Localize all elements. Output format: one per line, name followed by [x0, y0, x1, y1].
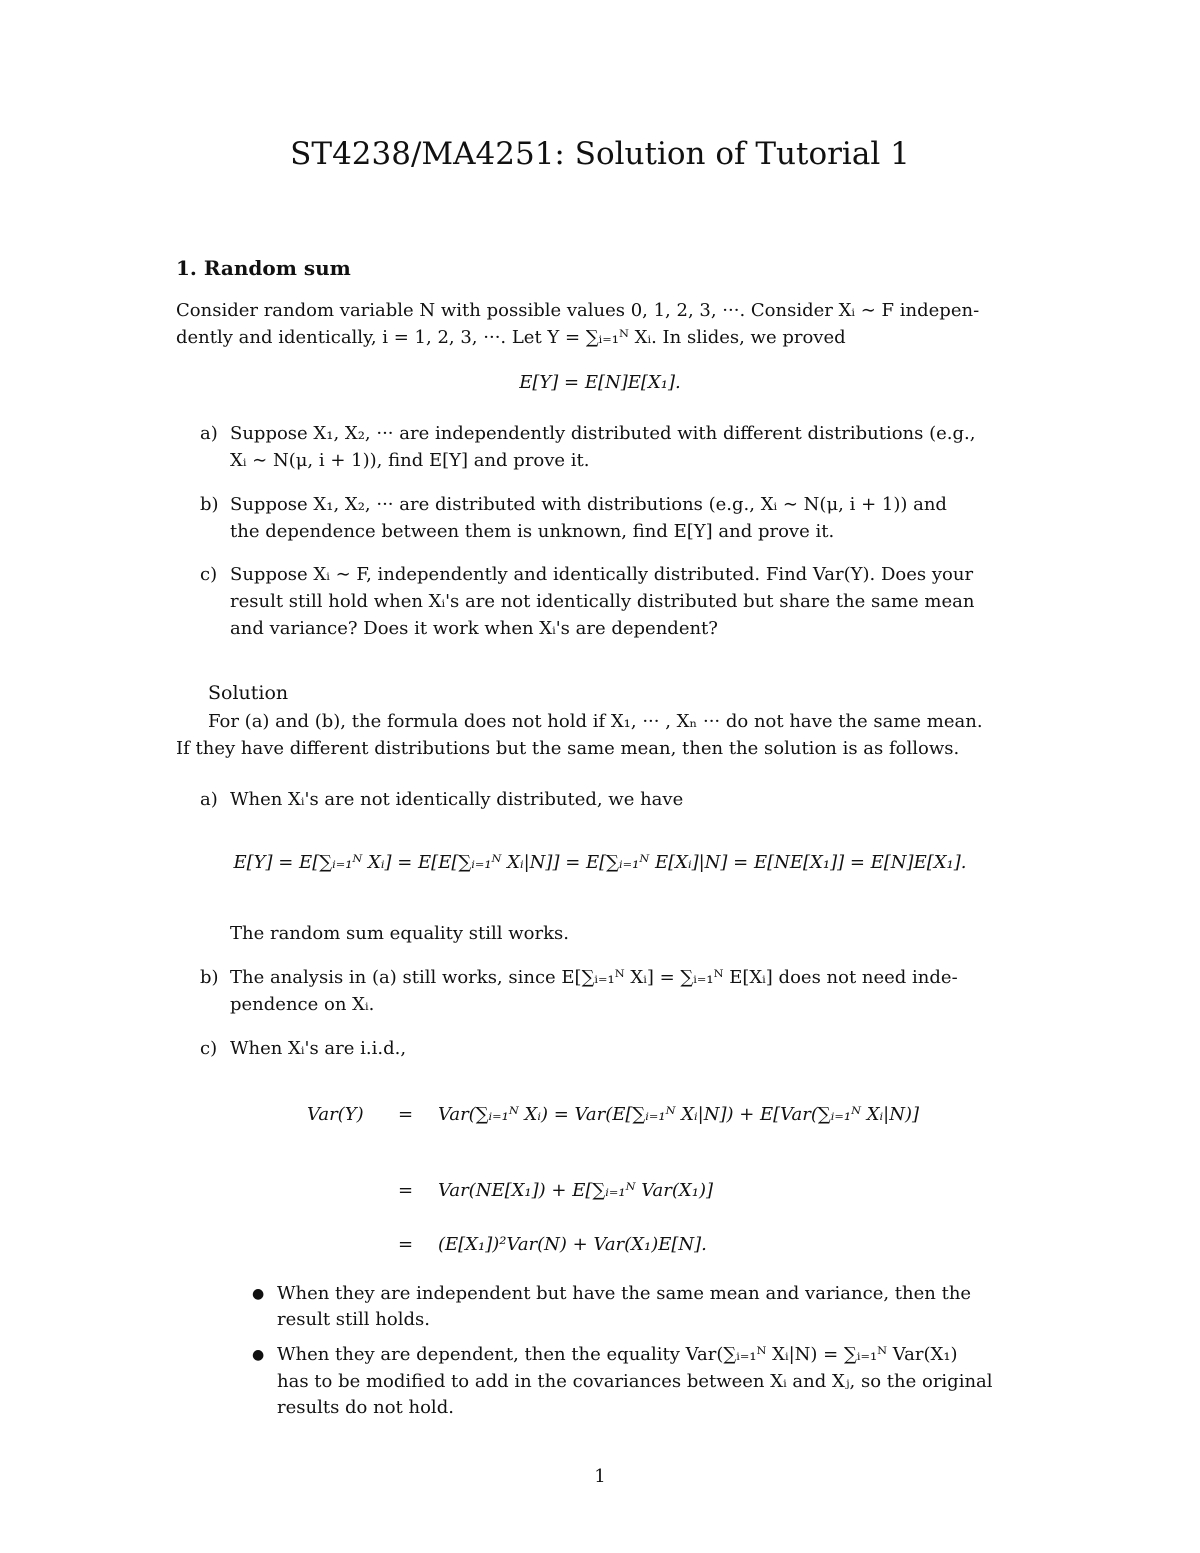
question-b-line-2: the dependence between them is unknown, find E[Y] and prove it. — [230, 521, 835, 542]
bullet-icon: ● — [252, 1286, 265, 1302]
variance-row-3: (E[X₁])²Var(N) + Var(X₁)E[N]. — [438, 1234, 707, 1255]
question-c-line-1: Suppose Xᵢ ∼ F, independently and identically distributed. Find Var(Y). Does your — [230, 564, 974, 585]
solution-line-2: If they have different distributions but the same mean, then the solution is as follows. — [176, 738, 960, 759]
intro-line-2: dently and identically, i = 1, 2, 3, ···. Let Y = ∑ᵢ₌₁ᴺ Xᵢ. In slides, we proved — [176, 327, 846, 348]
answer-c-text: When Xᵢ's are i.i.d., — [230, 1038, 407, 1059]
solution-line-1: For (a) and (b), the formula does not hold if X₁, ··· , Xₙ ··· do not have the same mean. — [208, 711, 983, 732]
answer-a-label: a) — [200, 789, 218, 810]
question-b-line-1: Suppose X₁, X₂, ··· are distributed with distributions (e.g., Xᵢ ∼ N(μ, i + 1)) and — [230, 494, 947, 515]
question-c-line-3: and variance? Does it work when Xᵢ's are dependent? — [230, 618, 718, 639]
answer-a-text: When Xᵢ's are not identically distributed, we have — [230, 789, 684, 810]
answer-b-line-1: The analysis in (a) still works, since E[∑ᵢ₌₁ᴺ Xᵢ] = ∑ᵢ₌₁ᴺ E[Xᵢ] does not need inde- — [230, 967, 958, 988]
variance-row-1: Var(∑ᵢ₌₁ᴺ Xᵢ) = Var(E[∑ᵢ₌₁ᴺ Xᵢ|N]) + E[Var(∑ᵢ₌₁ᴺ Xᵢ|N)] — [438, 1104, 920, 1125]
main-equation: E[Y] = E[N]E[X₁]. — [519, 372, 681, 393]
variance-row-2: Var(NE[X₁]) + E[∑ᵢ₌₁ᴺ Var(X₁)] — [438, 1180, 713, 1201]
bullet-1-line-2: result still holds. — [277, 1309, 430, 1330]
question-a-line-2: Xᵢ ∼ N(μ, i + 1)), find E[Y] and prove it. — [230, 450, 590, 471]
question-a-label: a) — [200, 423, 218, 444]
section-heading-random-sum: 1. Random sum — [176, 256, 351, 280]
question-c-label: c) — [200, 564, 218, 585]
bullet-2-line-2: has to be modified to add in the covariances between Xᵢ and Xⱼ, so the original — [277, 1371, 993, 1392]
intro-line-1: Consider random variable N with possible values 0, 1, 2, 3, ···. Consider Xᵢ ∼ F indepen- — [176, 300, 980, 321]
question-a-line-1: Suppose X₁, X₂, ··· are independently distributed with different distributions (e.g., — [230, 423, 976, 444]
variance-eq-sign-1: = — [398, 1104, 414, 1125]
solution-heading: Solution — [208, 682, 289, 704]
page-title: ST4238/MA4251: Solution of Tutorial 1 — [290, 136, 910, 172]
question-b-label: b) — [200, 494, 219, 515]
variance-eq-sign-2: = — [398, 1180, 414, 1201]
answer-c-label: c) — [200, 1038, 218, 1059]
answer-b-line-2: pendence on Xᵢ. — [230, 994, 375, 1015]
variance-lhs: Var(Y) — [307, 1104, 364, 1125]
bullet-icon: ● — [252, 1347, 265, 1363]
answer-a-equation: E[Y] = E[∑ᵢ₌₁ᴺ Xᵢ] = E[E[∑ᵢ₌₁ᴺ Xᵢ|N]] = E[∑ᵢ₌₁ᴺ E[Xᵢ]|N] = E[NE[X₁]] = E[N]E[X₁]. — [233, 852, 967, 873]
page-number: 1 — [594, 1466, 606, 1487]
variance-eq-sign-3: = — [398, 1234, 414, 1255]
answer-a-conclusion: The random sum equality still works. — [230, 923, 569, 944]
bullet-2-line-3: results do not hold. — [277, 1397, 454, 1418]
bullet-2-line-1: When they are dependent, then the equality Var(∑ᵢ₌₁ᴺ Xᵢ|N) = ∑ᵢ₌₁ᴺ Var(X₁) — [277, 1344, 958, 1365]
answer-b-label: b) — [200, 967, 219, 988]
bullet-1-line-1: When they are independent but have the same mean and variance, then the — [277, 1283, 972, 1304]
question-c-line-2: result still hold when Xᵢ's are not identically distributed but share the same mean — [230, 591, 975, 612]
